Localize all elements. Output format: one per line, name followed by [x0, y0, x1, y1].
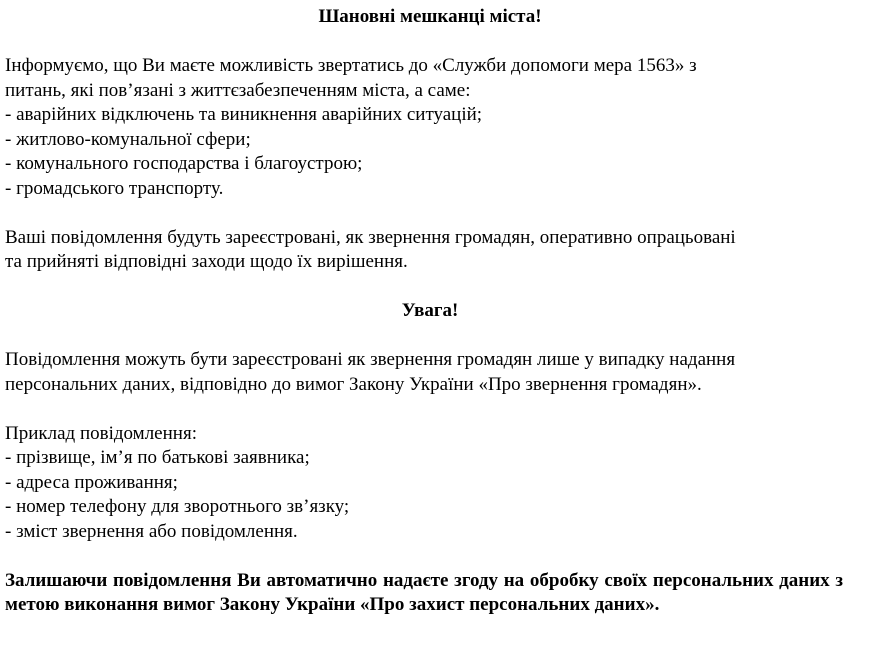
attention-line-1: Повідомлення можуть бути зареєстровані як звернення громадян лише у випадку надання [5, 349, 736, 370]
spacer [5, 324, 843, 349]
list-item: - прізвище, ім’я по батькові заявника; [5, 447, 310, 468]
intro-line-2: питань, які пов’язані з життєзабезпеченням міста, а саме: [5, 79, 471, 101]
spacer [5, 30, 843, 55]
spacer [5, 544, 843, 569]
list-item: - комунального господарства і благоустрою; [5, 153, 363, 174]
list-item: - номер телефону для зворотнього зв’язку; [5, 496, 350, 517]
consent-paragraph: Залишаючи повідомлення Ви автоматично надаєте згоду на обробку своїх персональних даних з метою виконання вимог Закону України «Про захист персональних даних». [5, 569, 843, 615]
notice-document [5, 5, 843, 618]
registration-line-1: Ваші повідомлення будуть зареєстровані, як звернення громадян, оперативно опрацьовані [5, 226, 736, 248]
page-title: Шановні мешканці міста! [318, 6, 542, 27]
intro-line-1: Інформуємо, що Ви маєте можливість звертатись до «Служби допомоги мера 1563» з [5, 55, 697, 76]
list-item: - громадського транспорту. [5, 177, 224, 199]
spacer [5, 201, 843, 226]
list-item: - зміст звернення або повідомлення. [5, 520, 298, 542]
list-item: - аварійних відключень та виникнення аварійних ситуацій; [5, 104, 483, 125]
spacer [5, 397, 843, 422]
attention-title: Увага! [401, 300, 459, 321]
example-title: Приклад повідомлення: [5, 422, 197, 444]
spacer [5, 275, 843, 300]
example-list [5, 446, 843, 544]
registration-line-2: та прийняті відповідні заходи щодо їх вирішення. [5, 251, 408, 272]
topics-list [5, 103, 843, 201]
list-item: - адреса проживання; [5, 471, 178, 493]
attention-line-2: персональних даних, відповідно до вимог Закону України «Про звернення громадян». [5, 373, 702, 395]
list-item: - житлово-комунальної сфери; [5, 128, 251, 150]
